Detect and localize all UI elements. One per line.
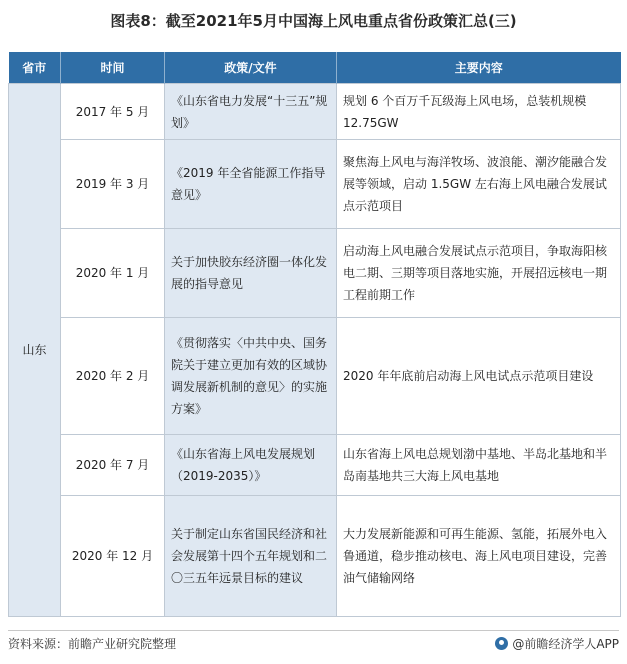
table-row bbox=[9, 84, 621, 140]
source-note: 资料来源：前瞻产业研究院整理 bbox=[8, 636, 177, 651]
time-cell: 2017 年 5 月 bbox=[61, 84, 165, 140]
table-row bbox=[9, 318, 621, 435]
table-row bbox=[9, 140, 621, 229]
policy-cell: 关于加快胶东经济圈一体化发展的指导意见 bbox=[165, 229, 337, 318]
table-header-row bbox=[9, 52, 621, 84]
header-policy: 政策/文件 bbox=[165, 52, 337, 84]
content-cell: 大力发展新能源和可再生能源、氢能，拓展外电入鲁通道，稳步推动核电、海上风电项目建设，完善油气储输网络 bbox=[337, 496, 621, 617]
policy-table bbox=[8, 52, 621, 617]
time-cell: 2020 年 12 月 bbox=[61, 496, 165, 617]
time-cell: 2019 年 3 月 bbox=[61, 140, 165, 229]
content-cell: 规划 6 个百万千瓦级海上风电场，总装机规模 12.75GW bbox=[337, 84, 621, 140]
table-row bbox=[9, 229, 621, 318]
table-row bbox=[9, 496, 621, 617]
header-content: 主要内容 bbox=[337, 52, 621, 84]
policy-cell: 《贯彻落实〈中共中央、国务院关于建立更加有效的区域协调发展新机制的意见〉的实施方案》 bbox=[165, 318, 337, 435]
footer bbox=[8, 630, 619, 655]
time-cell: 2020 年 7 月 bbox=[61, 435, 165, 496]
table-row bbox=[9, 435, 621, 496]
brand-text: @前瞻经济学人APP bbox=[512, 636, 619, 651]
policy-cell: 《山东省电力发展“十三五”规划》 bbox=[165, 84, 337, 140]
content-cell: 山东省海上风电总规划渤中基地、半岛北基地和半岛南基地共三大海上风电基地 bbox=[337, 435, 621, 496]
policy-cell: 关于制定山东省国民经济和社会发展第十四个五年规划和二〇三五年远景目标的建议 bbox=[165, 496, 337, 617]
content-cell: 2020 年年底前启动海上风电试点示范项目建设 bbox=[337, 318, 621, 435]
time-cell: 2020 年 1 月 bbox=[61, 229, 165, 318]
header-city: 省市 bbox=[9, 52, 61, 84]
city-cell: 山东 bbox=[9, 84, 61, 617]
policy-cell: 《山东省海上风电发展规划（2019-2035）》 bbox=[165, 435, 337, 496]
page-title: 图表8：截至2021年5月中国海上风电重点省份政策汇总(三) bbox=[110, 11, 517, 30]
content-cell: 聚焦海上风电与海洋牧场、波浪能、潮汐能融合发展等领域，启动 1.5GW 左右海上风电融合发展试点示范项目 bbox=[337, 140, 621, 229]
policy-cell: 《2019 年全省能源工作指导意见》 bbox=[165, 140, 337, 229]
header-time: 时间 bbox=[61, 52, 165, 84]
qianzhan-logo-icon bbox=[495, 637, 508, 650]
time-cell: 2020 年 2 月 bbox=[61, 318, 165, 435]
brand-credit bbox=[495, 635, 619, 652]
content-cell: 启动海上风电融合发展试点示范项目，争取海阳核电二期、三期等项目落地实施，开展招远核电一期工程前期工作 bbox=[337, 229, 621, 318]
